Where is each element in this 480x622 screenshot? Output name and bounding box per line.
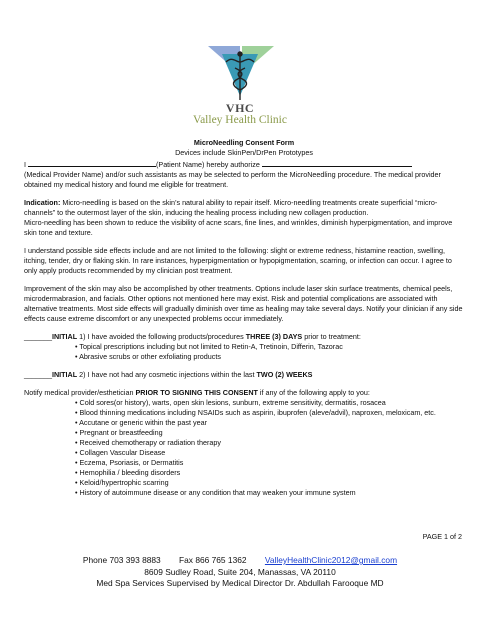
initial-1-end: prior to treatment: bbox=[302, 332, 361, 341]
indication-paragraph bbox=[24, 198, 464, 218]
footer-services: Med Spa Services Supervised by Medical Director Dr. Abdullah Farooque MD bbox=[96, 578, 384, 588]
clinic-name: Valley Health Clinic bbox=[193, 114, 287, 126]
list-item: • Collagen Vascular Disease bbox=[75, 448, 166, 457]
indication-paragraph-2: Micro-needling has been shown to reduce the visibility of acne scars, fine lines, and wrinkles, diminish hyperpigmentation, and improve skin tone and texture. bbox=[24, 218, 453, 237]
footer-address: 8609 Sudley Road, Suite 204, Manassas, VA 20110 bbox=[144, 566, 336, 577]
initial-1-item-2: Abrasive scrubs or other exfoliating products bbox=[79, 352, 221, 361]
list-item: • Keloid/hypertrophic scarring bbox=[75, 478, 169, 487]
initial-2-text: 2) I have not had any cosmetic injections within the last bbox=[77, 370, 257, 379]
list-item: • Accutane or generic within the past year bbox=[75, 418, 207, 427]
notify-item: Blood thinning medications including NSAIDs such as aspirin, ibuprofen (aleve/advil), naproxen, meloxicam, etc. bbox=[79, 408, 436, 417]
notify-prefix: Notify medical provider/esthetician bbox=[24, 388, 136, 397]
notify-item: History of autoimmune disease or any condition that may weaken your immune system bbox=[79, 488, 356, 497]
authorization-prefix: I bbox=[24, 160, 26, 169]
initial-2-line bbox=[24, 370, 464, 380]
notify-item: Received chemotherapy or radiation therapy bbox=[79, 438, 221, 447]
initial-1-text: 1) I have avoided the following products/procedures bbox=[77, 332, 246, 341]
patient-name-field[interactable] bbox=[28, 158, 156, 167]
initial-1-item-1: Topical prescriptions including but not limited to Retin-A, Tretinoin, Differin, Tazorac bbox=[79, 342, 343, 351]
document-subtitle: Devices include SkinPen/DrPen Prototypes bbox=[175, 148, 313, 157]
clinic-abbreviation: VHC bbox=[225, 101, 255, 115]
notify-item: Cold sores(or history), warts, open skin lesions, sunburn, extreme sensitivity, dermatitis, rosacea bbox=[79, 398, 386, 407]
notify-suffix: if any of the following apply to you: bbox=[257, 388, 370, 397]
footer bbox=[0, 555, 480, 590]
notify-item: Accutane or generic within the past year bbox=[79, 418, 207, 427]
list-item: • Abrasive scrubs or other exfoliating products bbox=[75, 352, 221, 361]
provider-name-field[interactable] bbox=[262, 158, 412, 167]
notify-line bbox=[24, 388, 464, 398]
list-item: • Cold sores(or history), warts, open skin lesions, sunburn, extreme sensitivity, dermatitis, rosacea bbox=[75, 398, 386, 407]
indication-label: Indication: bbox=[24, 198, 61, 207]
page-number: PAGE 1 of 2 bbox=[422, 532, 462, 541]
list-item: • Topical prescriptions including but not limited to Retin-A, Tretinoin, Differin, Tazorac bbox=[75, 342, 343, 351]
initial-1-blank[interactable]: _______ bbox=[24, 332, 52, 341]
footer-phone: Phone 703 393 8883 bbox=[82, 555, 161, 565]
notify-item: Hemophilia / bleeding disorders bbox=[79, 468, 181, 477]
notify-item: Collagen Vascular Disease bbox=[79, 448, 166, 457]
side-effects-paragraph: I understand possible side effects include and are not limited to the following: slight or extreme redness, histamine reaction, swelling, itching, tender, dry or flaking skin. In rare instances, hyperpigmentation or hypopigmentation, scarring, or infection can occur. I agree to only apply products recommended by my clinician post treatment. bbox=[24, 246, 452, 275]
notify-item: Pregnant or breastfeeding bbox=[79, 428, 163, 437]
initial-2-bold: TWO (2) WEEKS bbox=[256, 370, 313, 379]
notify-item: Keloid/hypertrophic scarring bbox=[79, 478, 169, 487]
footer-contact-row bbox=[0, 555, 480, 567]
list-item: • Hemophilia / bleeding disorders bbox=[75, 468, 181, 477]
caduceus-icon bbox=[226, 52, 254, 100]
document-title: MicroNeedling Consent Form bbox=[193, 138, 295, 147]
authorization-line bbox=[24, 158, 464, 170]
list-item: • Pregnant or breastfeeding bbox=[75, 428, 163, 437]
indication-text: Micro-needling is based on the skin’s natural ability to repair itself. Micro-needling treatments create superficial “micro-channels” to the outermost layer of the skin, inducing the healing process including new collagen production. bbox=[24, 198, 438, 217]
authorization-mid: (Patient Name) hereby authorize bbox=[156, 160, 260, 169]
notify-item: Eczema, Psoriasis, or Dermatitis bbox=[79, 458, 184, 467]
initial-2-blank[interactable]: _______ bbox=[24, 370, 52, 379]
list-item: • History of autoimmune disease or any condition that may weaken your immune system bbox=[75, 488, 356, 497]
footer-email-link[interactable]: ValleyHealthClinic2012@gmail.com bbox=[264, 555, 398, 565]
list-item: • Blood thinning medications including NSAIDs such as aspirin, ibuprofen (aleve/advil), naproxen, meloxicam, etc. bbox=[75, 408, 436, 417]
list-item: • Eczema, Psoriasis, or Dermatitis bbox=[75, 458, 184, 467]
document-body bbox=[24, 138, 464, 498]
list-item: • Received chemotherapy or radiation therapy bbox=[75, 438, 221, 447]
initial-1-line bbox=[24, 332, 464, 342]
initial-1-bold: THREE (3) DAYS bbox=[245, 332, 303, 341]
initial-1-label: INITIAL bbox=[51, 332, 78, 341]
initial-2-label: INITIAL bbox=[51, 370, 78, 379]
notify-bold: PRIOR TO SIGNING THIS CONSENT bbox=[135, 388, 258, 397]
improvement-paragraph: Improvement of the skin may also be accomplished by other treatments. Options include laser skin surface treatments, chemical peels, microdermabrasion, and facials. Other options not mentioned here may exist. Risk and potential complications are associated with alternative treatments. Most side effects will gradually diminish over time as healing may take several days. Notify your clinician if any side effects cause extreme discomfort or any unexpected problems occur immediately. bbox=[24, 284, 463, 323]
footer-fax: Fax 866 765 1362 bbox=[179, 555, 247, 565]
authorization-continued: (Medical Provider Name) and/or such assistants as may be selected to perform the MicroNeedling procedure. The medical provider obtained my medical history and found me eligible for treatment. bbox=[24, 170, 441, 189]
